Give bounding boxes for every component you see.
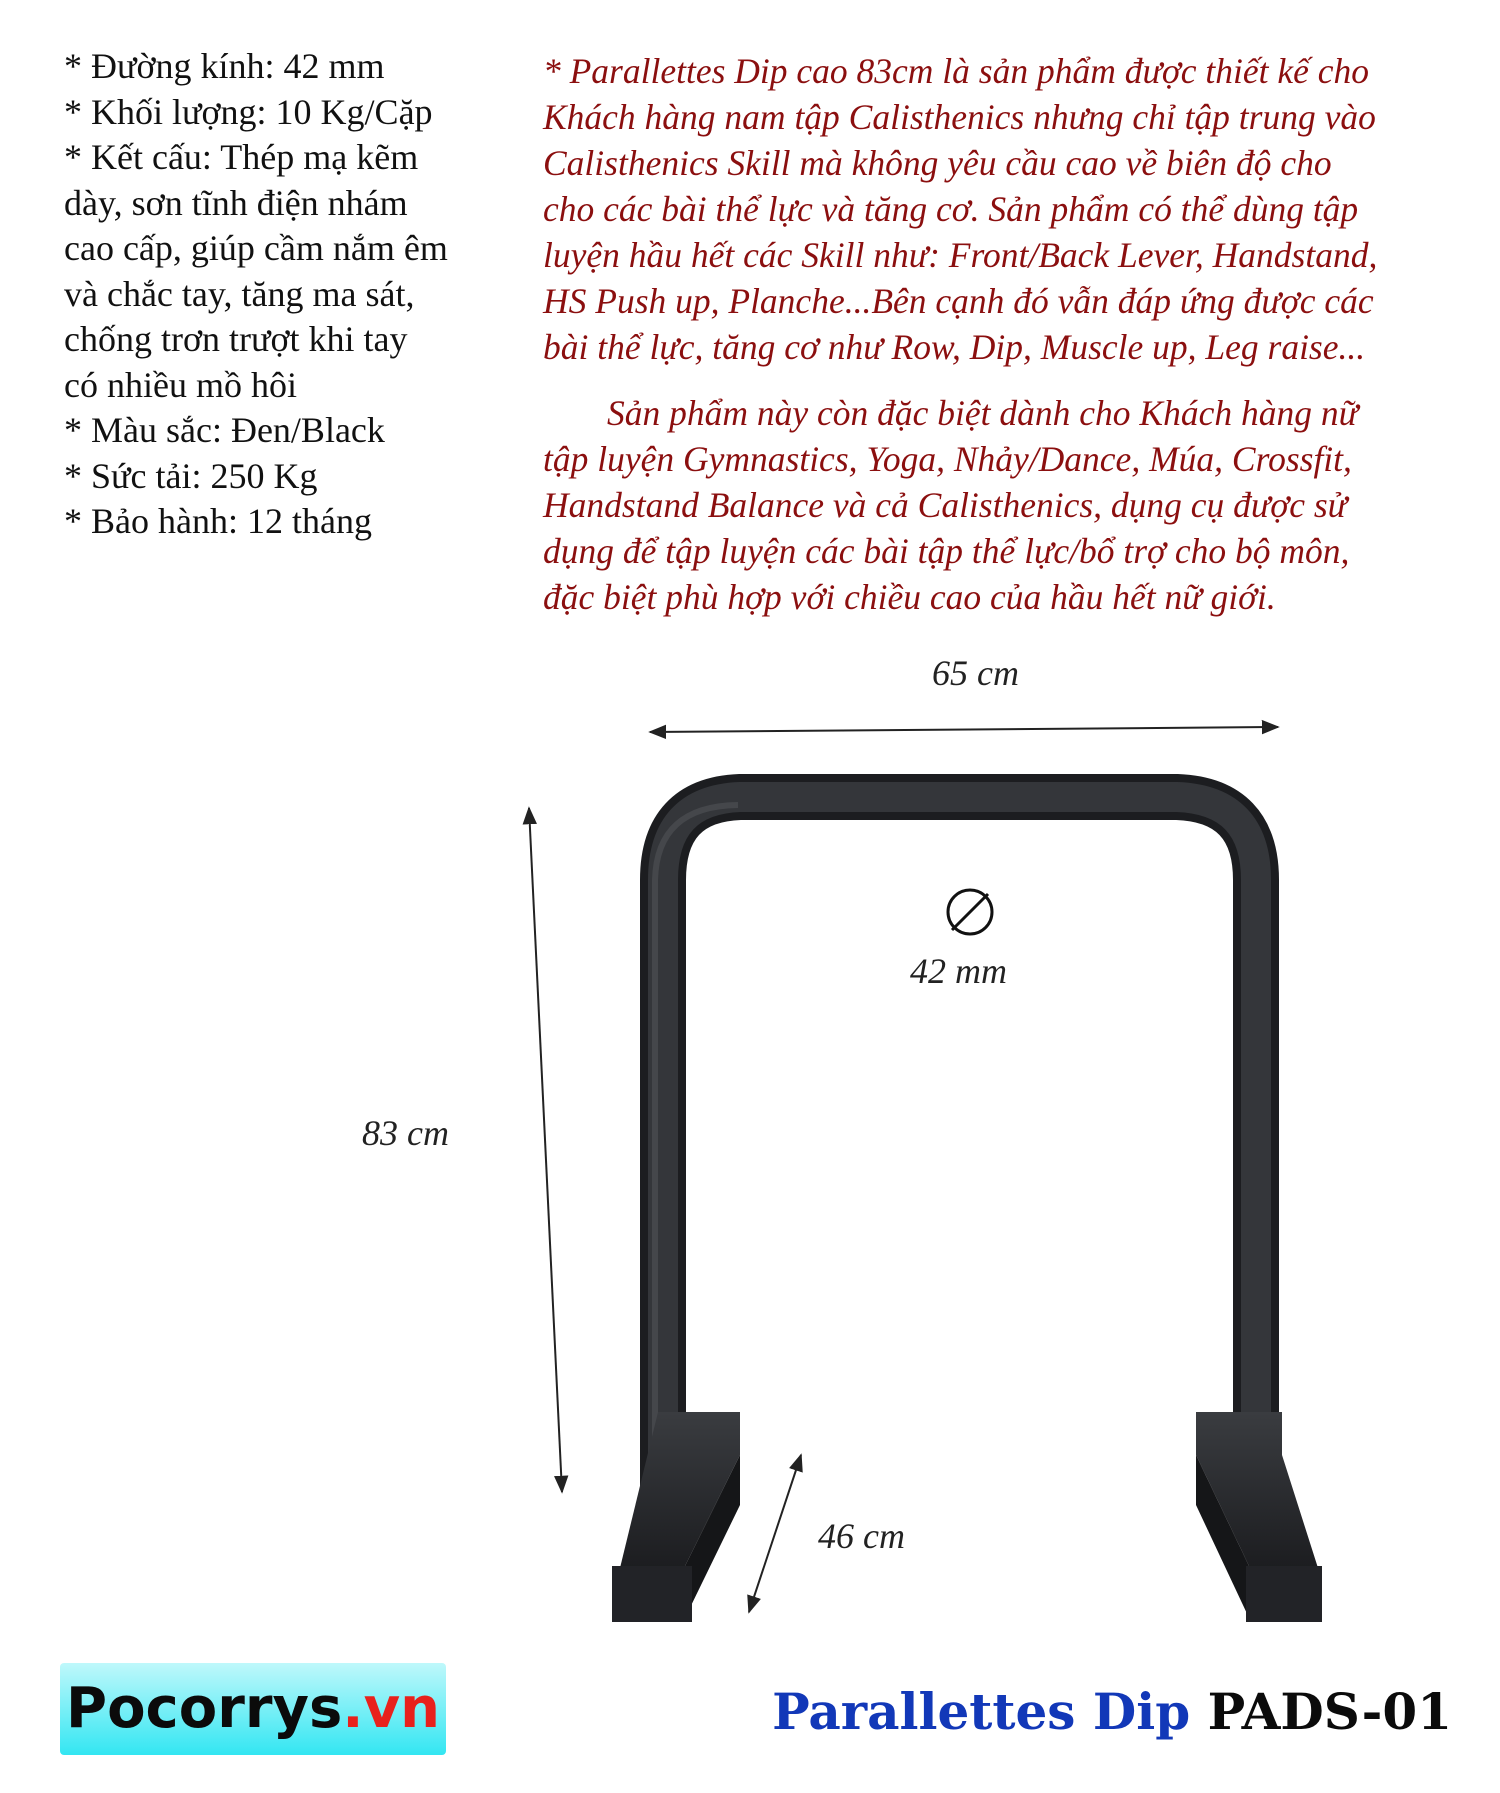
width-label: 65 cm [932, 653, 1019, 693]
right-base [1196, 1412, 1322, 1622]
desc-line: đặc biệt phù hợp với chiều cao của hầu hết nữ giới. [543, 577, 1276, 617]
desc-line: Calisthenics Skill mà không yêu cầu cao về biên độ cho [543, 143, 1332, 183]
depth-arrow [749, 1455, 801, 1612]
logo-name: Pocorrys [66, 1676, 343, 1741]
desc-line: bài thể lực, tăng cơ như Row, Dip, Muscle up, Leg raise... [543, 327, 1366, 367]
spec-line: cao cấp, giúp cầm nắm êm [64, 228, 448, 268]
spec-line: * Khối lượng: 10 Kg/Cặp [64, 91, 433, 132]
diameter-label: 42 mm [910, 951, 1007, 991]
desc-line: tập luyện Gymnastics, Yoga, Nhảy/Dance, Múa, Crossfit, [543, 439, 1352, 479]
spec-line: * Màu sắc: Đen/Black [64, 410, 385, 450]
left-base [612, 1412, 740, 1622]
spec-line: có nhiều mồ hôi [64, 364, 297, 405]
spec-line: chống trơn trượt khi tay [64, 319, 408, 359]
desc-line: Sản phẩm này còn đặc biệt dành cho Khách hàng nữ [607, 393, 1358, 433]
spec-line: và chắc tay, tăng ma sát, [64, 273, 415, 314]
diameter-icon [944, 886, 996, 938]
product-name: Parallettes Dip [772, 1682, 1191, 1741]
desc-line: HS Push up, Planche...Bên cạnh đó vẫn đáp ứng được các [543, 281, 1374, 321]
product-code: PADS-01 [1207, 1682, 1452, 1741]
spec-line: * Bảo hành: 12 tháng [64, 501, 372, 541]
product-model [772, 1682, 1452, 1742]
logo-domain: .vn [342, 1676, 440, 1741]
desc-line: * Parallettes Dip cao 83cm là sản phẩm được thiết kế cho [543, 51, 1370, 91]
desc-line: cho các bài thể lực và tăng cơ. Sản phẩm có thể dùng tập [543, 189, 1359, 229]
desc-line: Handstand Balance và cả Calisthenics, dụng cụ được sử [543, 485, 1348, 525]
spec-line: * Đường kính: 42 mm [64, 46, 385, 86]
spec-line: * Kết cấu: Thép mạ kẽm [64, 137, 419, 177]
spec-line: dày, sơn tĩnh điện nhám [64, 182, 408, 223]
depth-label: 46 cm [818, 1516, 905, 1556]
desc-line: luyện hầu hết các Skill như: Front/Back Lever, Handstand, [543, 235, 1378, 275]
height-arrow [529, 808, 562, 1492]
width-arrow [650, 727, 1278, 732]
desc-line: Khách hàng nam tập Calisthenics nhưng chỉ tập trung vào [543, 97, 1376, 137]
desc-line: dụng để tập luyện các bài tập thể lực/bổ trợ cho bộ môn, [543, 531, 1350, 571]
brand-logo [60, 1663, 446, 1755]
height-label: 83 cm [362, 1113, 449, 1153]
spec-line: * Sức tải: 250 Kg [64, 455, 318, 496]
